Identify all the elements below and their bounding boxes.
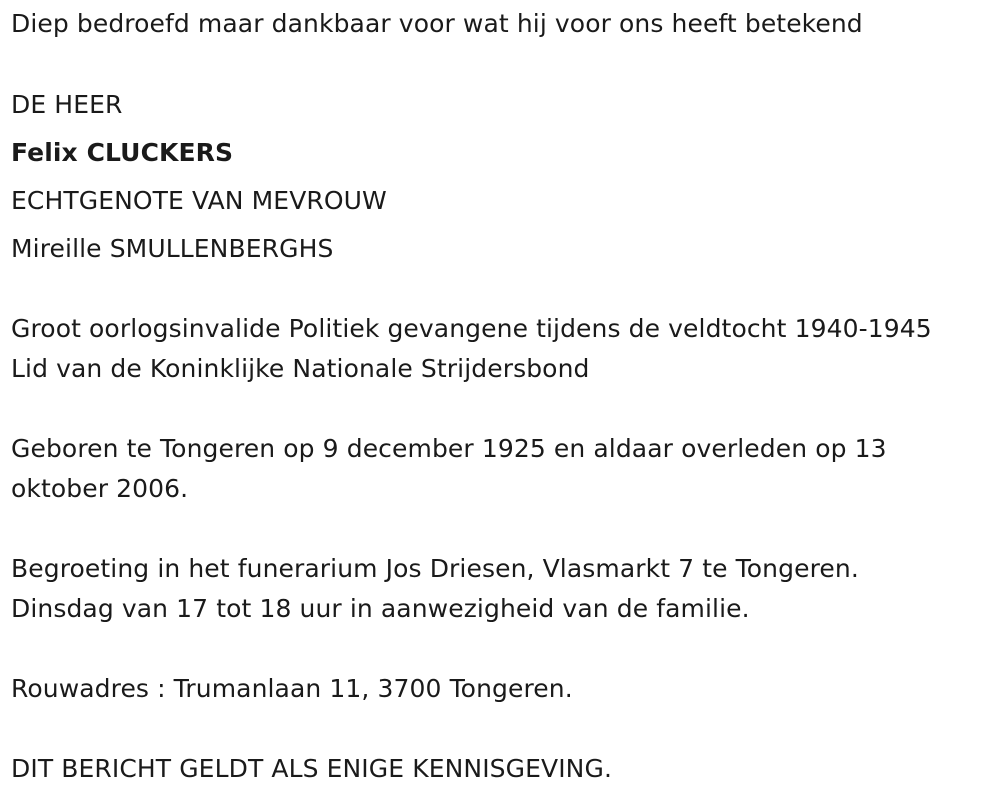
spouse-relation: ECHTGENOTE VAN MEVROUW (11, 186, 387, 215)
closing-line: DIT BERICHT GELDT ALS ENIGE KENNISGEVING. (11, 754, 612, 783)
birth-death-line-2: oktober 2006. (11, 474, 189, 503)
title-line: DE HEER (11, 90, 123, 119)
distinction-line-2: Lid van de Koninklijke Nationale Strijdersbond (11, 354, 590, 383)
deceased-name: Felix CLUCKERS (11, 138, 234, 167)
visitation-line-2: Dinsdag van 17 tot 18 uur in aanwezigheid van de familie. (11, 594, 750, 623)
birth-death-line-1: Geboren te Tongeren op 9 december 1925 en aldaar overleden op 13 (11, 434, 887, 463)
spouse-name: Mireille SMULLENBERGHS (11, 234, 334, 263)
intro-line: Diep bedroefd maar dankbaar voor wat hij voor ons heeft betekend (11, 9, 863, 38)
mourning-address: Rouwadres : Trumanlaan 11, 3700 Tongeren. (11, 674, 573, 703)
distinction-line-1: Groot oorlogsinvalide Politiek gevangene tijdens de veldtocht 1940-1945 (11, 314, 932, 343)
visitation-line-1: Begroeting in het funerarium Jos Driesen, Vlasmarkt 7 te Tongeren. (11, 554, 859, 583)
